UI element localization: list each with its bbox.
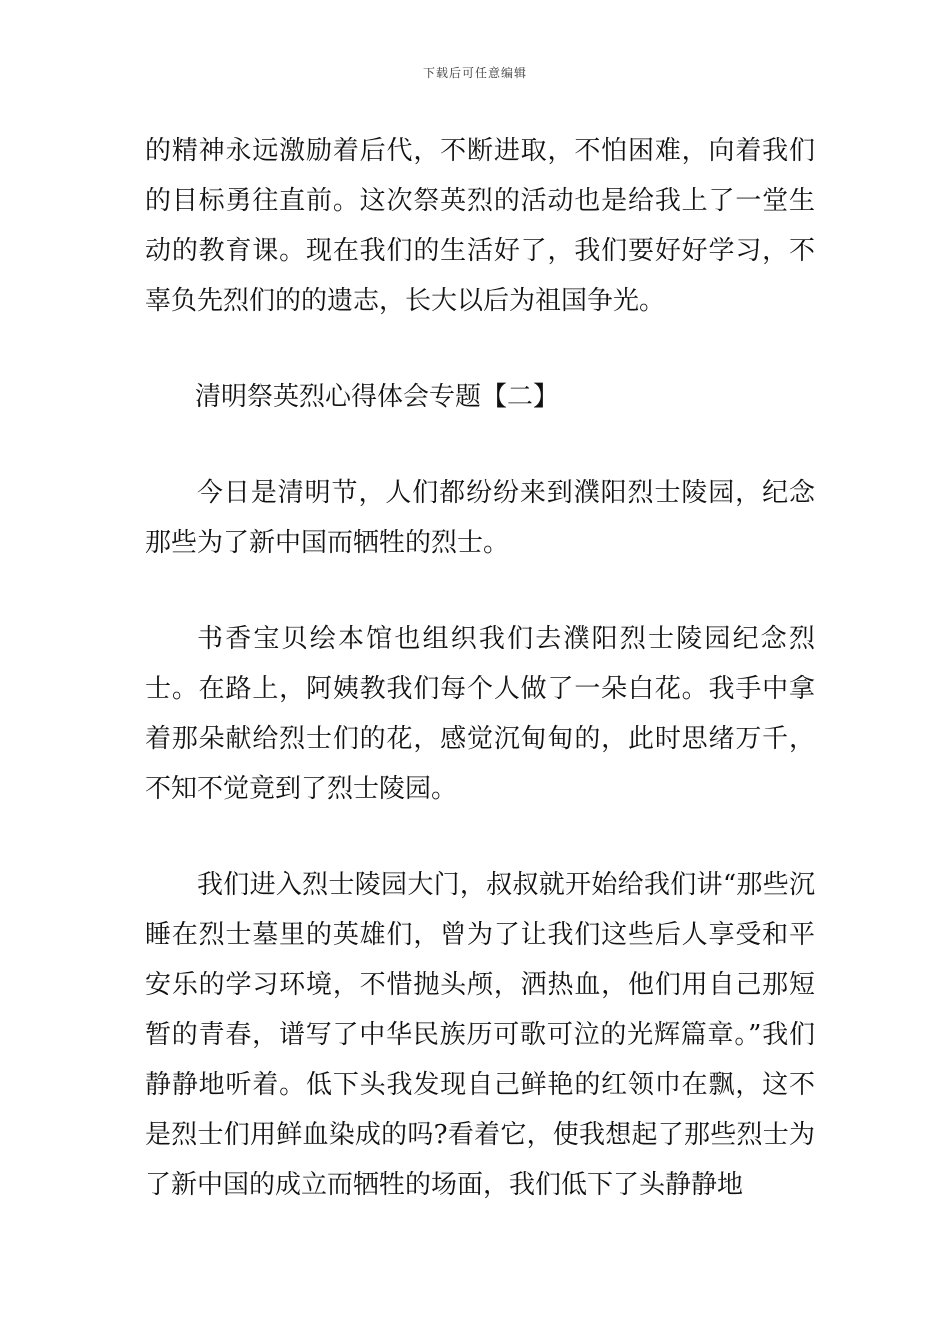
section-heading: 清明祭英烈心得体会专题【二】	[195, 382, 560, 412]
paragraph-gap	[145, 568, 815, 614]
paragraph-gap	[145, 814, 815, 860]
paragraph-2: 今日是清明节，人们都纷纷来到濮阳烈士陵园，纪念那些为了新中国而牺牲的烈士。	[145, 478, 815, 558]
paragraph-gap	[145, 422, 815, 468]
paragraph-3: 书香宝贝绘本馆也组织我们去濮阳烈士陵园纪念烈士。在路上，阿姨教我们每个人做了一朵白花。我手中拿着那朵献给烈士们的花，感觉沉甸甸的，此时思绪万千，不知不觉竟到了烈士陵园。	[145, 624, 815, 804]
paragraph-1: 的精神永远激励着后代，不断进取，不怕困难，向着我们的目标勇往直前。这次祭英烈的活动也是给我上了一堂生动的教育课。现在我们的生活好了，我们要好好学习，不辜负先烈们的的遗志，长大以后为祖国争光。	[145, 136, 815, 316]
header-note: 下载后可任意编辑	[422, 66, 527, 80]
document-body	[145, 126, 815, 1210]
paragraph-4: 我们进入烈士陵园大门，叔叔就开始给我们讲“那些沉睡在烈士墓里的英雄们，曾为了让我们这些后人享受和平安乐的学习环境，不惜抛头颅，洒热血，他们用自己那短暂的青春，谱写了中华民族历可歌可泣的光辉篇章。”我们静静地听着。低下头我发现自己鲜艳的红领巾在飘，这不是烈士们用鲜血染成的吗?看着它，使我想起了那些烈士为了新中国的成立而牺牲的场面，我们低下了头静静地	[145, 870, 815, 1200]
paragraph-gap	[145, 326, 815, 372]
